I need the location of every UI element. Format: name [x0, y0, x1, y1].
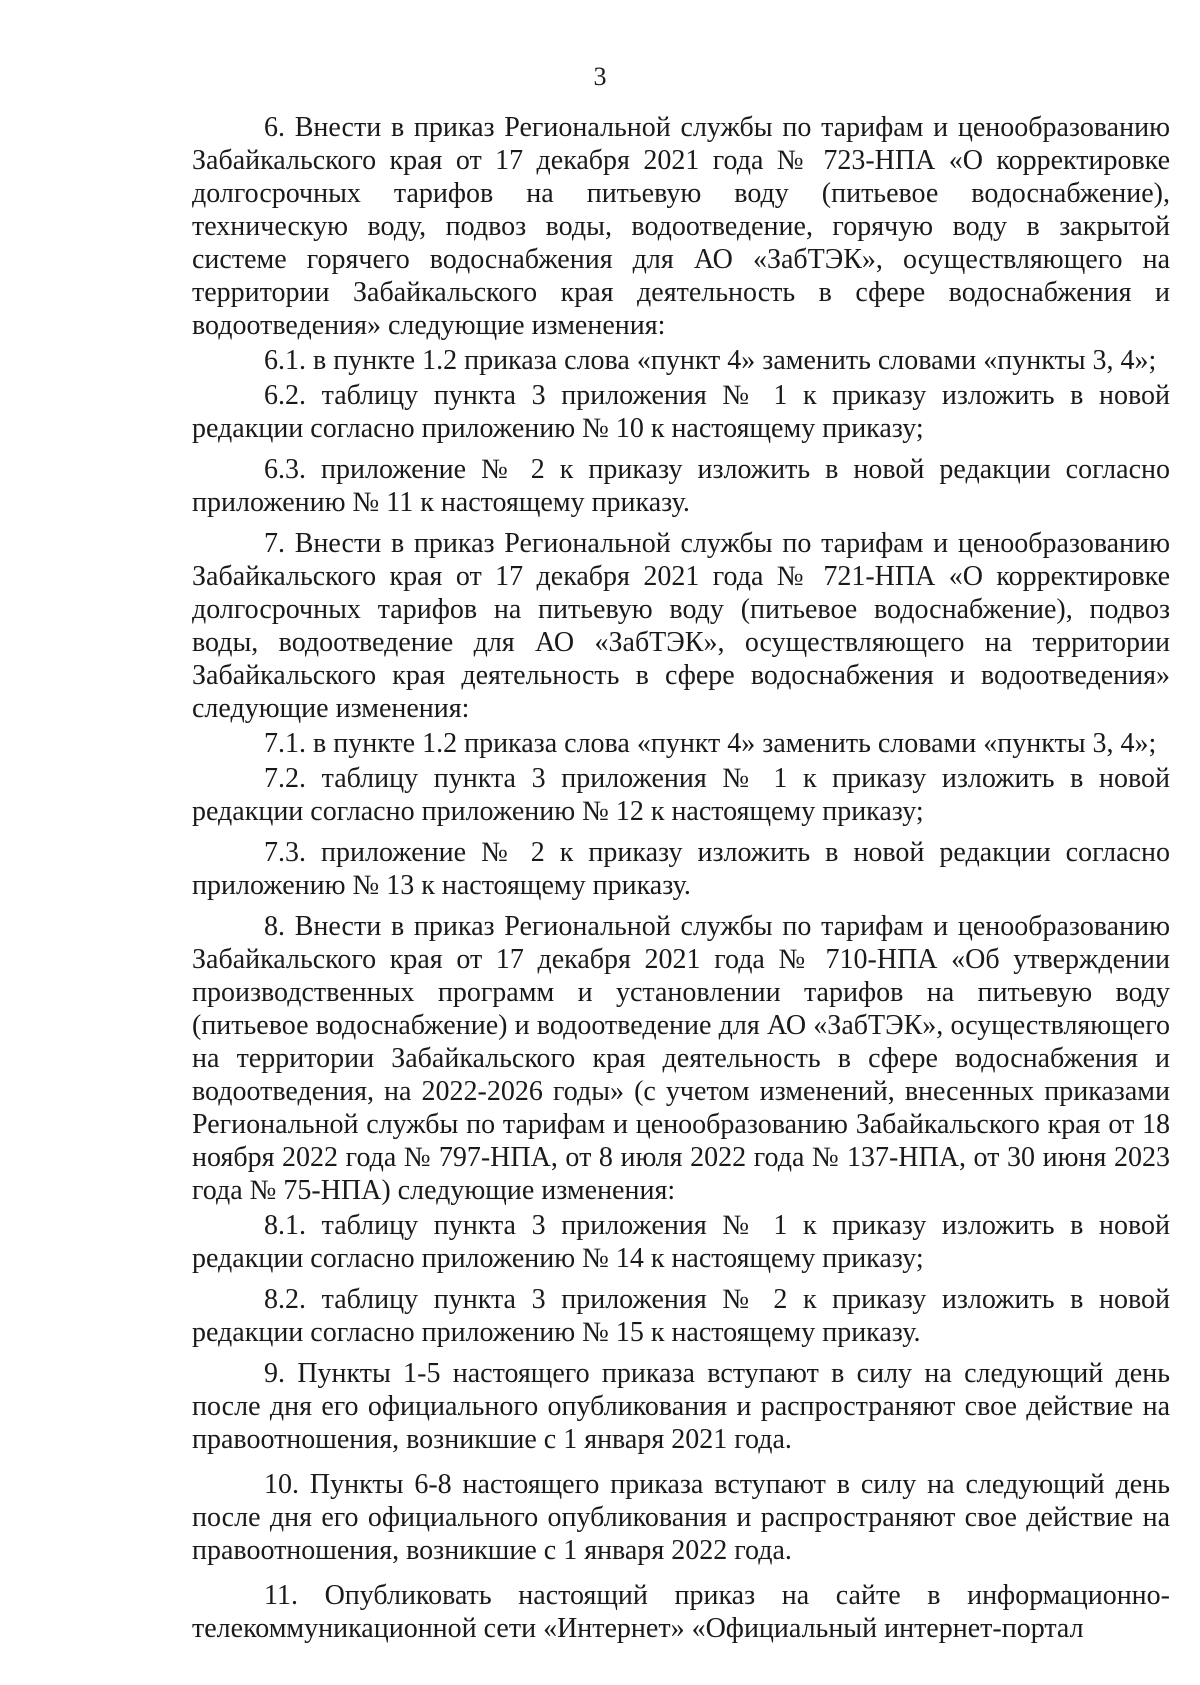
- paragraph-6: 6. Внести в приказ Региональной службы по тарифам и ценообразованию Забайкальского края от 17 декабря 2021 года № 723-НПА «О корректировке долгосрочных тарифов на питьевую воду (питьевое водоснабжение), техническую воду, подвоз воды, водоотведение, горячую воду в закрытой системе горячего водоснабжения для АО «ЗабТЭК», осуществляющего на территории Забайкальского края деятельность в сфере водоснабжения и водоотведения» следующие изменения:: [192, 112, 1170, 341]
- page-number: 3: [593, 62, 607, 91]
- paragraph-6-3: 6.3. приложение № 2 к приказу изложить в новой редакции согласно приложению № 11 к настоящему приказу.: [192, 454, 1170, 518]
- document-body: [192, 111, 1170, 1645]
- paragraph-7: 7. Внести в приказ Региональной службы по тарифам и ценообразованию Забайкальского края от 17 декабря 2021 года № 721-НПА «О корректировке долгосрочных тарифов на питьевую воду (питьевое водоснабжение), подвоз воды, водоотведение для АО «ЗабТЭК», осуществляющего на территории Забайкальского края деятельность в сфере водоснабжения и водоотведения» следующие изменения:: [192, 528, 1170, 724]
- paragraph-11: 11. Опубликовать настоящий приказ на сайте в информационно-телекоммуникационной сети «Интернет» «Официальный интернет-портал: [192, 1580, 1170, 1644]
- paragraph-8-2: 8.2. таблицу пункта 3 приложения № 2 к приказу изложить в новой редакции согласно приложению № 15 к настоящему приказу.: [192, 1284, 1170, 1348]
- paragraph-7-1: 7.1. в пункте 1.2 приказа слова «пункт 4» заменить словами «пункты 3, 4»;: [264, 728, 1157, 759]
- paragraph-7-3: 7.3. приложение № 2 к приказу изложить в новой редакции согласно приложению № 13 к настоящему приказу.: [192, 837, 1170, 901]
- paragraph-8: 8. Внести в приказ Региональной службы по тарифам и ценообразованию Забайкальского края от 17 декабря 2021 года № 710-НПА «Об утверждении производственных программ и установлении тарифов на питьевую воду (питьевое водоснабжение) и водоотведение для АО «ЗабТЭК», осуществляющего на территории Забайкальского края деятельность в сфере водоснабжения и водоотведения, на 2022-2026 годы» (с учетом изменений, внесенных приказами Региональной службы по тарифам и ценообразованию Забайкальского края от 18 ноября 2022 года № 797-НПА, от 8 июля 2022 года № 137-НПА, от 30 июня 2023 года № 75-НПА) следующие изменения:: [192, 911, 1170, 1206]
- paragraph-6-1: 6.1. в пункте 1.2 приказа слова «пункт 4» заменить словами «пункты 3, 4»;: [264, 345, 1157, 376]
- paragraph-10: 10. Пункты 6-8 настоящего приказа вступают в силу на следующий день после дня его официального опубликования и распространяют свое действие на правоотношения, возникшие с 1 января 2022 года.: [192, 1469, 1170, 1566]
- paragraph-9: 9. Пункты 1-5 настоящего приказа вступают в силу на следующий день после дня его официального опубликования и распространяют свое действие на правоотношения, возникшие с 1 января 2021 года.: [192, 1358, 1170, 1455]
- paragraph-8-1: 8.1. таблицу пункта 3 приложения № 1 к приказу изложить в новой редакции согласно приложению № 14 к настоящему приказу;: [192, 1210, 1170, 1274]
- paragraph-7-2: 7.2. таблицу пункта 3 приложения № 1 к приказу изложить в новой редакции согласно приложению № 12 к настоящему приказу;: [192, 763, 1170, 827]
- paragraph-6-2: 6.2. таблицу пункта 3 приложения № 1 к приказу изложить в новой редакции согласно приложению № 10 к настоящему приказу;: [192, 380, 1170, 444]
